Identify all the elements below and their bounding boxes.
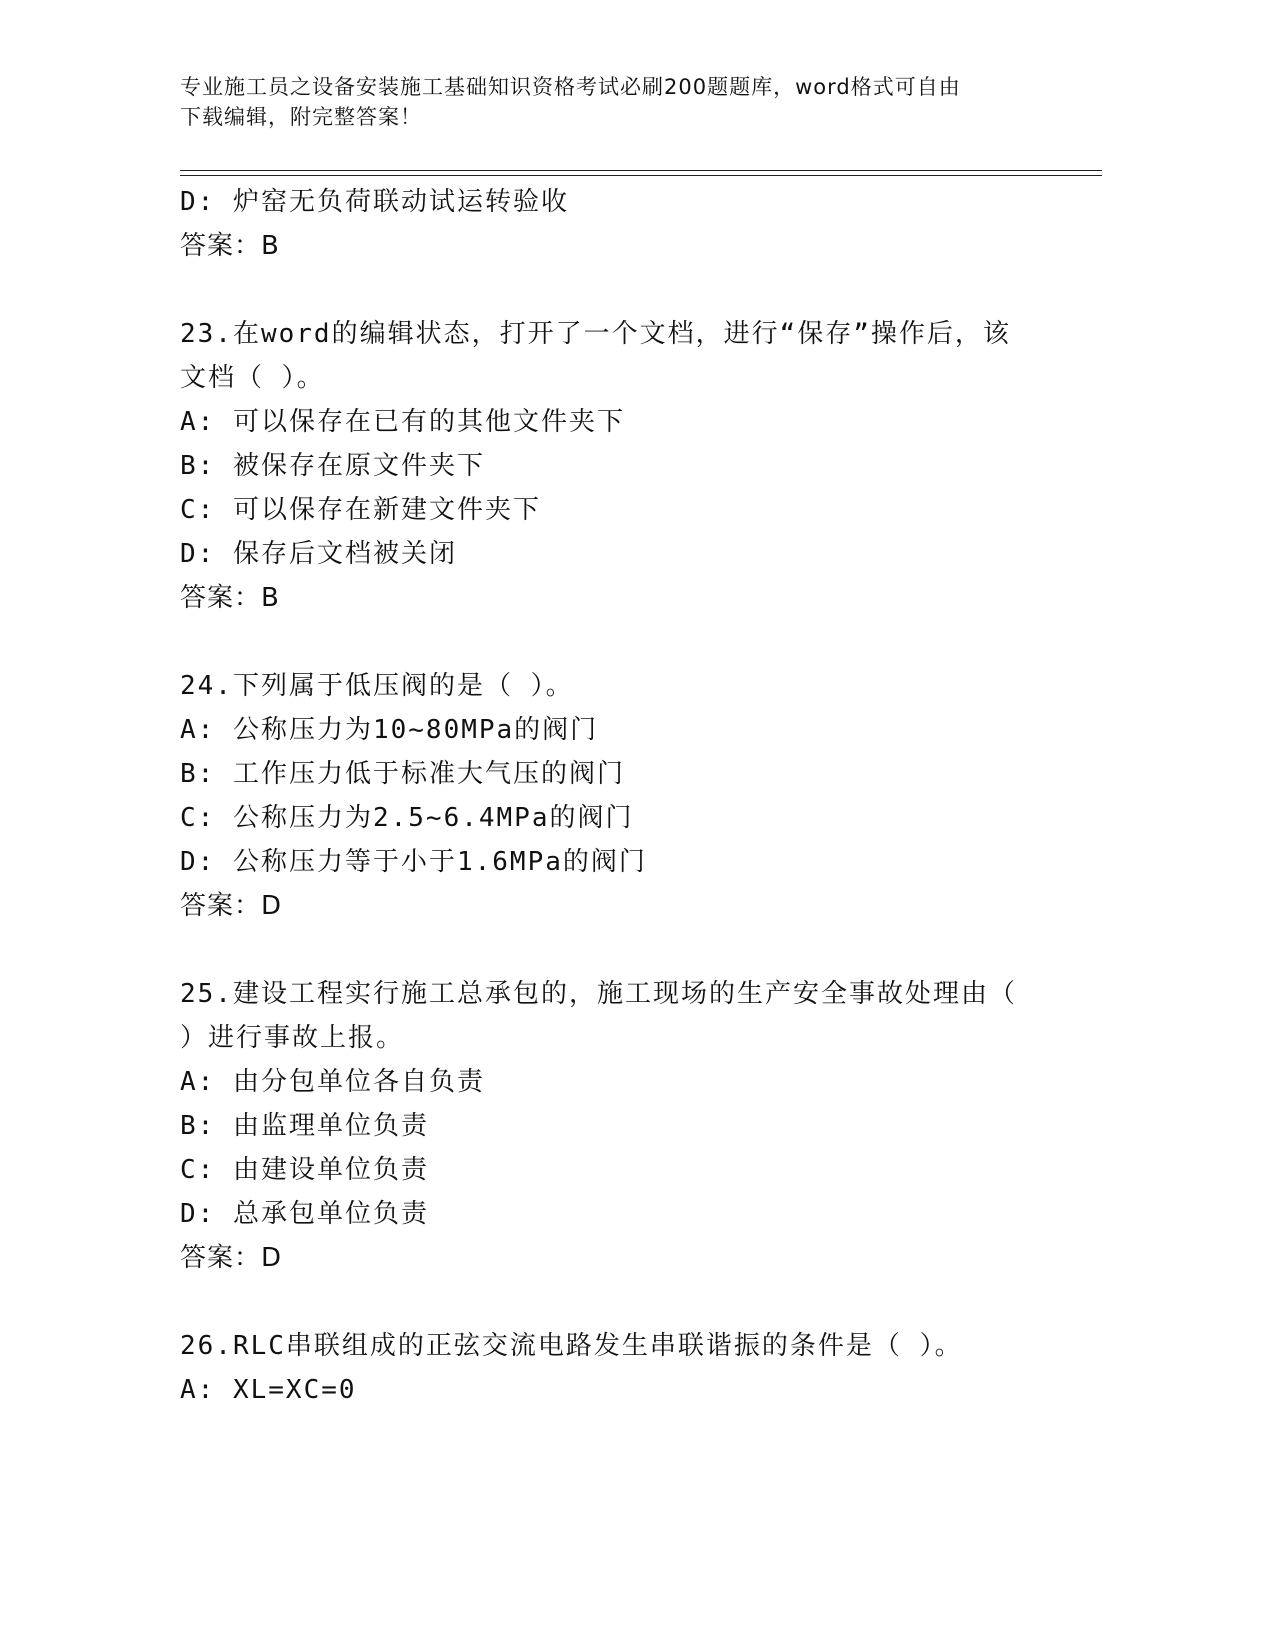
question-24	[180, 664, 1060, 928]
option-c: C: 可以保存在新建文件夹下	[180, 495, 541, 525]
option-d: D: 公称压力等于小于1.6MPa的阀门	[180, 847, 647, 877]
question-26	[180, 1324, 1060, 1412]
header-divider-top	[180, 170, 1102, 171]
spacer	[180, 928, 1060, 972]
spacer	[180, 620, 1060, 664]
answer: 答案：D	[180, 1243, 283, 1273]
answer: 答案：B	[180, 231, 280, 261]
option-a: A: XL=XC=0	[180, 1375, 357, 1405]
option-d: D: 炉窑无负荷联动试运转验收	[180, 187, 569, 217]
option-a: A: 公称压力为10~80MPa的阀门	[180, 715, 599, 745]
question-25	[180, 972, 1060, 1280]
spacer	[180, 1280, 1060, 1324]
answer: 答案：B	[180, 583, 280, 613]
question-stem: 23.在word的编辑状态，打开了一个文档，进行“保存”操作后，该	[180, 319, 1011, 349]
document-header	[180, 72, 1060, 132]
question-content	[180, 180, 1060, 1412]
question-stem: 24.下列属于低压阀的是（ ）。	[180, 671, 574, 701]
header-divider-bottom	[180, 175, 1102, 176]
option-d: D: 保存后文档被关闭	[180, 539, 457, 569]
option-b: B: 由监理单位负责	[180, 1111, 429, 1141]
option-c: C: 公称压力为2.5~6.4MPa的阀门	[180, 803, 634, 833]
option-b: B: 被保存在原文件夹下	[180, 451, 485, 481]
option-a: A: 由分包单位各自负责	[180, 1067, 485, 1097]
option-d: D: 总承包单位负责	[180, 1199, 429, 1229]
option-b: B: 工作压力低于标准大气压的阀门	[180, 759, 625, 789]
header-line-2: 下载编辑，附完整答案！	[180, 105, 422, 129]
question-stem: 文档（ ）。	[180, 363, 325, 393]
question-stem: 26.RLC串联组成的正弦交流电路发生串联谐振的条件是（ ）。	[180, 1331, 963, 1361]
question-stem: ）进行事故上报。	[180, 1023, 405, 1053]
answer: 答案：D	[180, 891, 283, 921]
option-a: A: 可以保存在已有的其他文件夹下	[180, 407, 625, 437]
header-line-1: 专业施工员之设备安装施工基础知识资格考试必刷200题题库，word格式可自由	[180, 75, 961, 99]
question-stem: 25.建设工程实行施工总承包的，施工现场的生产安全事故处理由（	[180, 979, 1017, 1009]
question-23	[180, 312, 1060, 620]
option-c: C: 由建设单位负责	[180, 1155, 429, 1185]
spacer	[180, 268, 1060, 312]
